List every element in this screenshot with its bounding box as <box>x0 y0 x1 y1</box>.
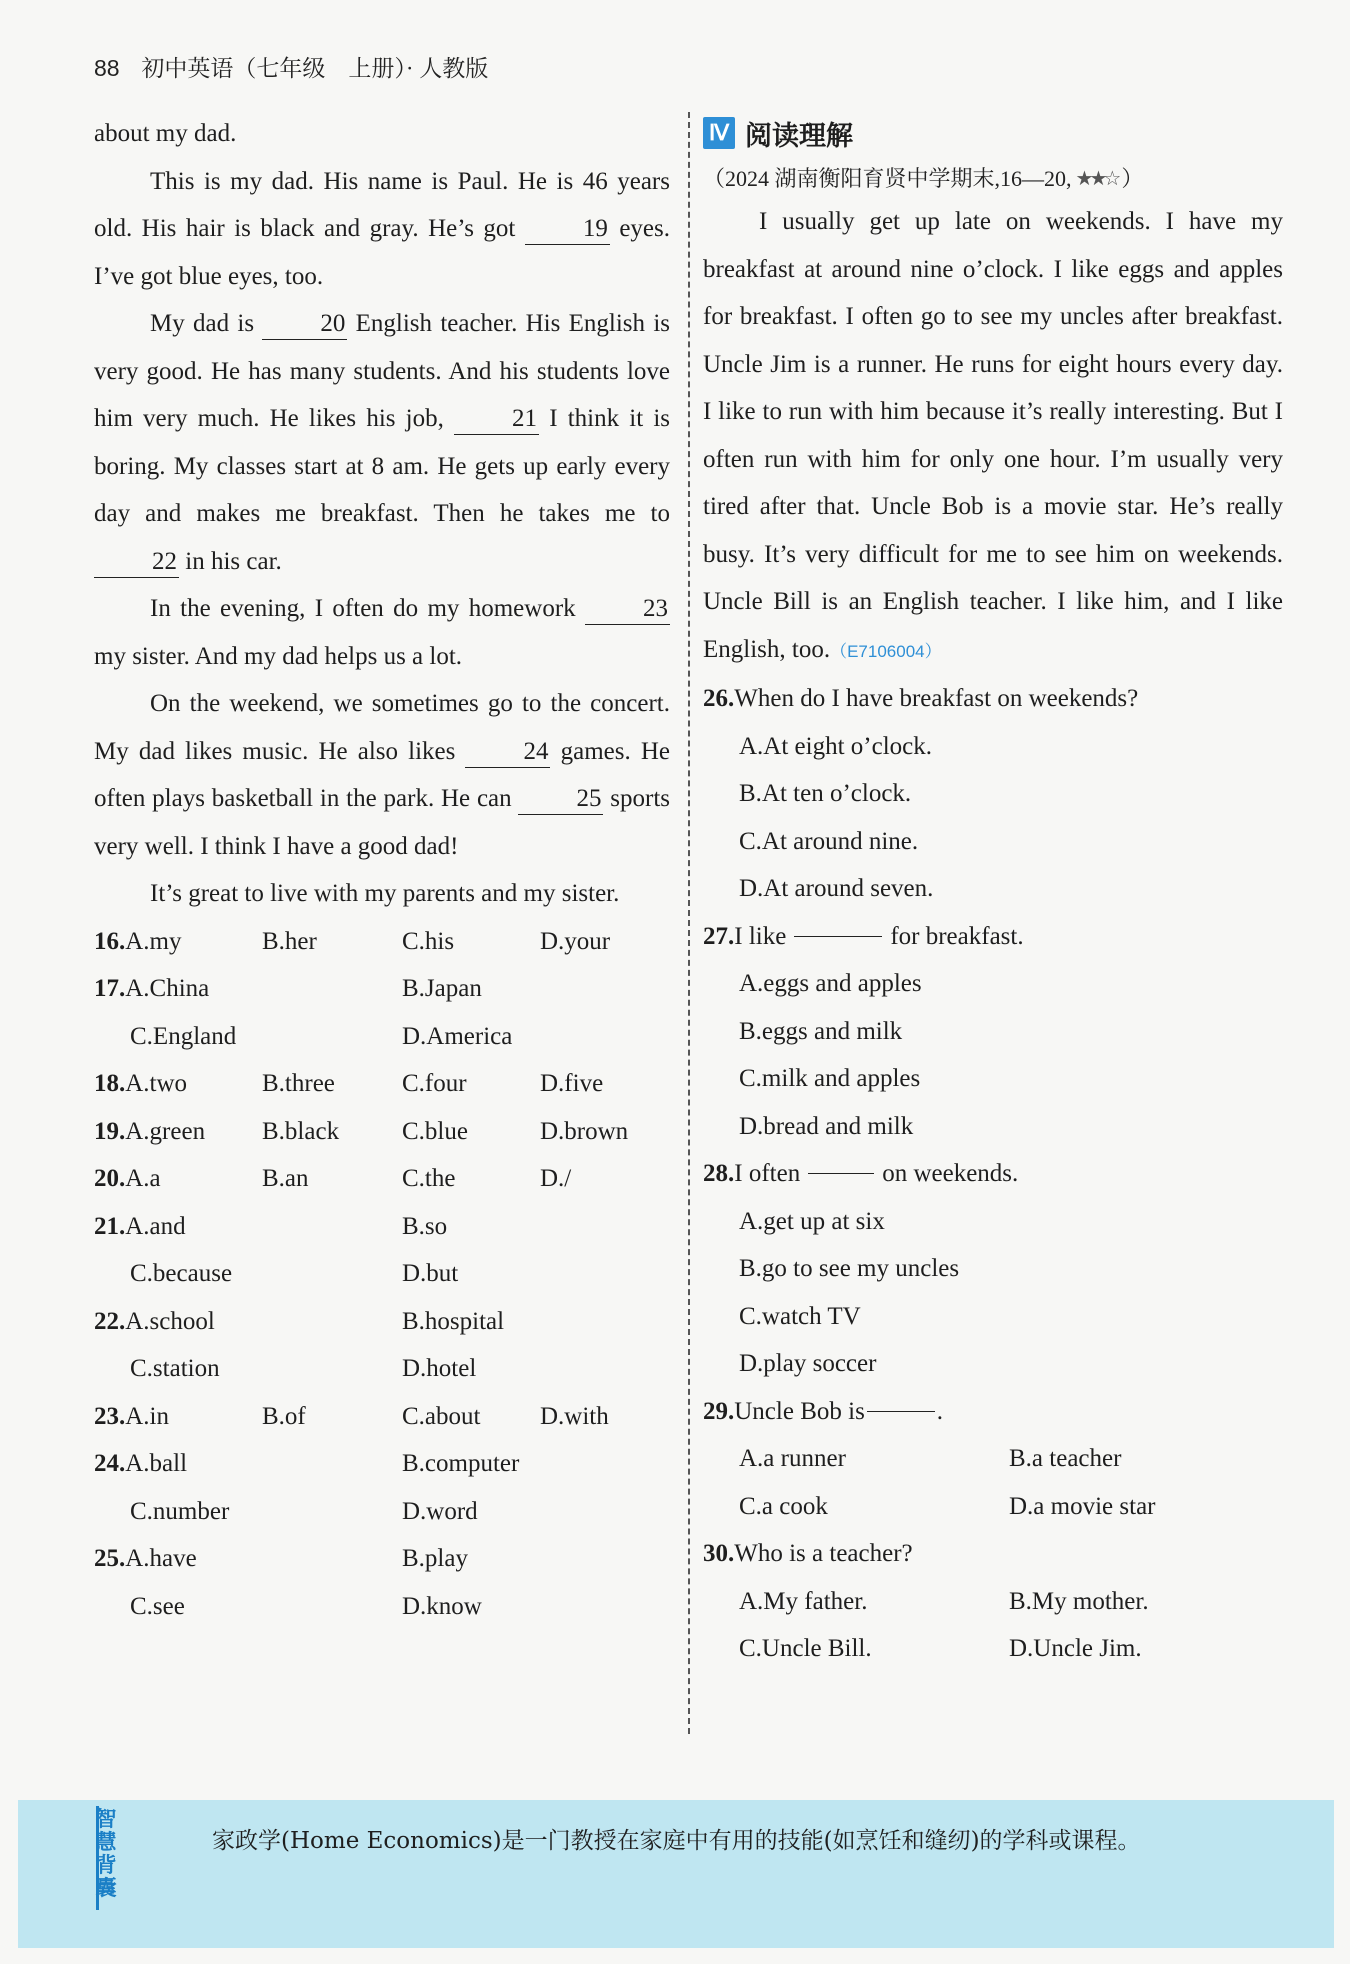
option-a[interactable]: A.At eight o’clock. <box>739 732 933 760</box>
option-a[interactable]: A.school <box>125 1307 215 1335</box>
question-24: 24.A.ball B.computer <box>94 1440 670 1488</box>
option-b[interactable]: B.eggs and milk <box>739 1017 903 1045</box>
question-16: 16.A.my B.her C.his D.your <box>94 918 670 966</box>
option-c[interactable]: C.blue <box>402 1117 468 1145</box>
option-c[interactable]: C.Uncle Bill. <box>739 1635 872 1662</box>
blank-25: 25 <box>518 786 603 815</box>
question-28-stem: 28. I often on weekends. <box>703 1150 1283 1198</box>
option-b[interactable]: B.black <box>262 1117 340 1145</box>
option-b[interactable]: B.go to see my uncles <box>739 1255 960 1282</box>
passage-paragraph: This is my dad. His name is Paul. He is 46 years old. His hair is black and gray. He’s got 19 eyes. I’ve got blue eyes, too. <box>94 167 670 290</box>
answer-blank[interactable] <box>794 913 882 937</box>
tip-text: 家政学(Home Economics)是一门教授在家庭中有用的技能(如烹饪和缝纫)的学科或课程。 <box>212 1828 1141 1854</box>
right-column <box>703 110 1283 1673</box>
option-a[interactable]: A.ball <box>125 1450 188 1477</box>
question-30-options-cd <box>703 1625 1283 1673</box>
option-b[interactable]: B.a teacher <box>1009 1445 1122 1472</box>
section-title: 阅读理解 <box>745 120 853 152</box>
question-30-stem: 30. Who is a teacher? <box>703 1540 913 1567</box>
option-d[interactable]: D.America <box>402 1022 513 1050</box>
option-c[interactable]: C.see <box>130 1592 185 1620</box>
option-d[interactable]: D.a movie star <box>1009 1492 1156 1520</box>
option-d[interactable]: D.bread and milk <box>739 1112 914 1140</box>
option-a[interactable]: A.a <box>125 1165 161 1192</box>
option-a[interactable]: A.a runner <box>739 1445 846 1472</box>
option-d[interactable]: D.play soccer <box>739 1350 877 1377</box>
book-title: 初中英语（七年级 上册）· 人教版 <box>141 56 489 81</box>
option-a[interactable]: A.get up at six <box>739 1207 885 1235</box>
answer-blank[interactable] <box>867 1388 935 1412</box>
option-a[interactable]: A.and <box>125 1212 186 1240</box>
option-d[interactable]: D.brown <box>540 1117 629 1145</box>
option-b[interactable]: B.an <box>262 1165 309 1192</box>
question-29-options-cd <box>703 1483 1283 1531</box>
option-a[interactable]: A.green <box>125 1117 206 1145</box>
option-a[interactable]: A.My father. <box>739 1587 868 1615</box>
question-27-stem: 27. I like for breakfast. <box>703 913 1283 961</box>
option-d[interactable]: D./ <box>540 1165 572 1192</box>
option-d[interactable]: D.your <box>540 927 611 955</box>
option-d[interactable]: D.know <box>402 1592 482 1620</box>
difficulty-stars-icon: ★★☆ <box>1075 168 1118 190</box>
option-d[interactable]: D.with <box>540 1402 609 1430</box>
page-header <box>94 50 488 83</box>
question-29-options-ab <box>703 1435 1283 1483</box>
option-d[interactable]: D.five <box>540 1070 604 1097</box>
question-18: 18.A.two B.three C.four D.five <box>94 1060 670 1108</box>
option-b[interactable]: B.Japan <box>402 975 482 1002</box>
option-b[interactable]: B.computer <box>402 1450 520 1477</box>
option-b[interactable]: B.her <box>262 927 317 955</box>
source-note: （2024 湖南衡阳育贤中学期末,16—20, ★★☆ ） <box>703 160 1283 198</box>
option-d[interactable]: D.but <box>402 1260 459 1287</box>
question-21-cont <box>94 1250 670 1298</box>
option-a[interactable]: A.in <box>125 1402 169 1430</box>
option-c[interactable]: C.watch TV <box>739 1302 861 1330</box>
question-25: 25.A.have B.play <box>94 1535 670 1583</box>
option-c[interactable]: C.number <box>130 1497 230 1525</box>
blank-21: 21 <box>454 406 539 435</box>
option-a[interactable]: A.eggs and apples <box>739 970 922 997</box>
option-b[interactable]: B.play <box>402 1545 468 1572</box>
question-29-stem: 29. Uncle Bob is . <box>703 1388 1283 1436</box>
option-c[interactable]: C.At around nine. <box>739 827 919 855</box>
answer-blank[interactable] <box>808 1150 874 1174</box>
question-22-cont <box>94 1345 670 1393</box>
option-c[interactable]: C.about <box>402 1402 481 1430</box>
blank-19: 19 <box>525 216 610 245</box>
question-24-cont <box>94 1488 670 1536</box>
blank-24: 24 <box>465 739 550 768</box>
option-a[interactable]: A.have <box>125 1545 197 1572</box>
question-17-cont <box>94 1013 670 1061</box>
passage-paragraph: It’s great to live with my parents and my sister. <box>150 880 620 907</box>
blank-20: 20 <box>262 311 347 340</box>
option-b[interactable]: B.My mother. <box>1009 1587 1149 1615</box>
option-c[interactable]: C.milk and apples <box>739 1065 921 1092</box>
option-c[interactable]: C.England <box>130 1022 237 1050</box>
option-d[interactable]: D.Uncle Jim. <box>1009 1635 1142 1662</box>
option-c[interactable]: C.his <box>402 927 455 955</box>
question-26-stem: 26. When do I have breakfast on weekends? <box>703 685 1139 712</box>
option-d[interactable]: D.word <box>402 1497 478 1525</box>
question-23: 23.A.in B.of C.about D.with <box>94 1393 670 1441</box>
reading-passage: I usually get up late on weekends. I have my breakfast at around nine o’clock. I like eggs and apples for breakfast. I often go to see my uncles after breakfast. Uncle Jim is a runner. He runs for eight hours every day. I like to run with him because it’s really interesting. But I often run with him for only one hour. I’m usually very tired after that. Uncle Bob is a movie star. He’s really busy. It’s very difficult for me to see him on weekends. Uncle Bill is an English teacher. I like him, and I like English, too.（E7106004） <box>703 208 1283 663</box>
option-a[interactable]: A.two <box>125 1070 188 1097</box>
section-number-badge: Ⅳ <box>703 117 735 149</box>
question-21: 21.A.and B.so <box>94 1203 670 1251</box>
option-c[interactable]: C.the <box>402 1165 456 1192</box>
option-b[interactable]: B.so <box>402 1212 448 1240</box>
option-c[interactable]: C.four <box>402 1070 467 1097</box>
passage-paragraph: about my dad. <box>94 120 237 147</box>
option-a[interactable]: A.China <box>125 975 210 1002</box>
option-a[interactable]: A.my <box>125 927 182 955</box>
option-c[interactable]: C.because <box>130 1260 233 1287</box>
option-b[interactable]: B.of <box>262 1402 306 1430</box>
question-17: 17.A.China B.Japan <box>94 965 670 1013</box>
question-30-options-ab <box>703 1578 1283 1626</box>
option-d[interactable]: D.hotel <box>402 1355 477 1382</box>
tip-label: 智慧背囊 <box>95 1807 117 1900</box>
column-divider <box>688 112 690 1734</box>
question-20: 20.A.a B.an C.the D./ <box>94 1155 670 1203</box>
resource-code[interactable]: （E7106004） <box>830 641 942 661</box>
blank-22: 22 <box>94 549 179 578</box>
option-c[interactable]: C.station <box>130 1355 220 1382</box>
left-column <box>94 110 670 1630</box>
page-number: 88 <box>94 55 120 81</box>
passage-paragraph: On the weekend, we sometimes go to the concert. My dad likes music. He also likes 24 games. He often plays basketball in the park. He can 25 sports very well. I think I have a good dad! <box>94 690 671 860</box>
option-b[interactable]: B.At ten o’clock. <box>739 780 912 807</box>
option-c[interactable]: C.a cook <box>739 1492 828 1520</box>
option-b[interactable]: B.three <box>262 1070 335 1097</box>
passage-paragraph: In the evening, I often do my homework 23 my sister. And my dad helps us a lot. <box>94 595 668 670</box>
section-heading <box>703 110 1283 156</box>
option-d[interactable]: D.At around seven. <box>739 875 934 902</box>
question-25-cont <box>94 1583 670 1631</box>
option-b[interactable]: B.hospital <box>402 1307 505 1335</box>
question-19: 19.A.green B.black C.blue D.brown <box>94 1108 670 1156</box>
question-22: 22.A.school B.hospital <box>94 1298 670 1346</box>
blank-23: 23 <box>585 596 670 625</box>
passage-paragraph: My dad is 20 English teacher. His English is very good. He has many students. And his students love him very much. He likes his job, 21 I think it is boring. My classes start at 8 am. He gets up early every day and makes me breakfast. Then he takes me to 22 in his car. <box>94 300 670 585</box>
